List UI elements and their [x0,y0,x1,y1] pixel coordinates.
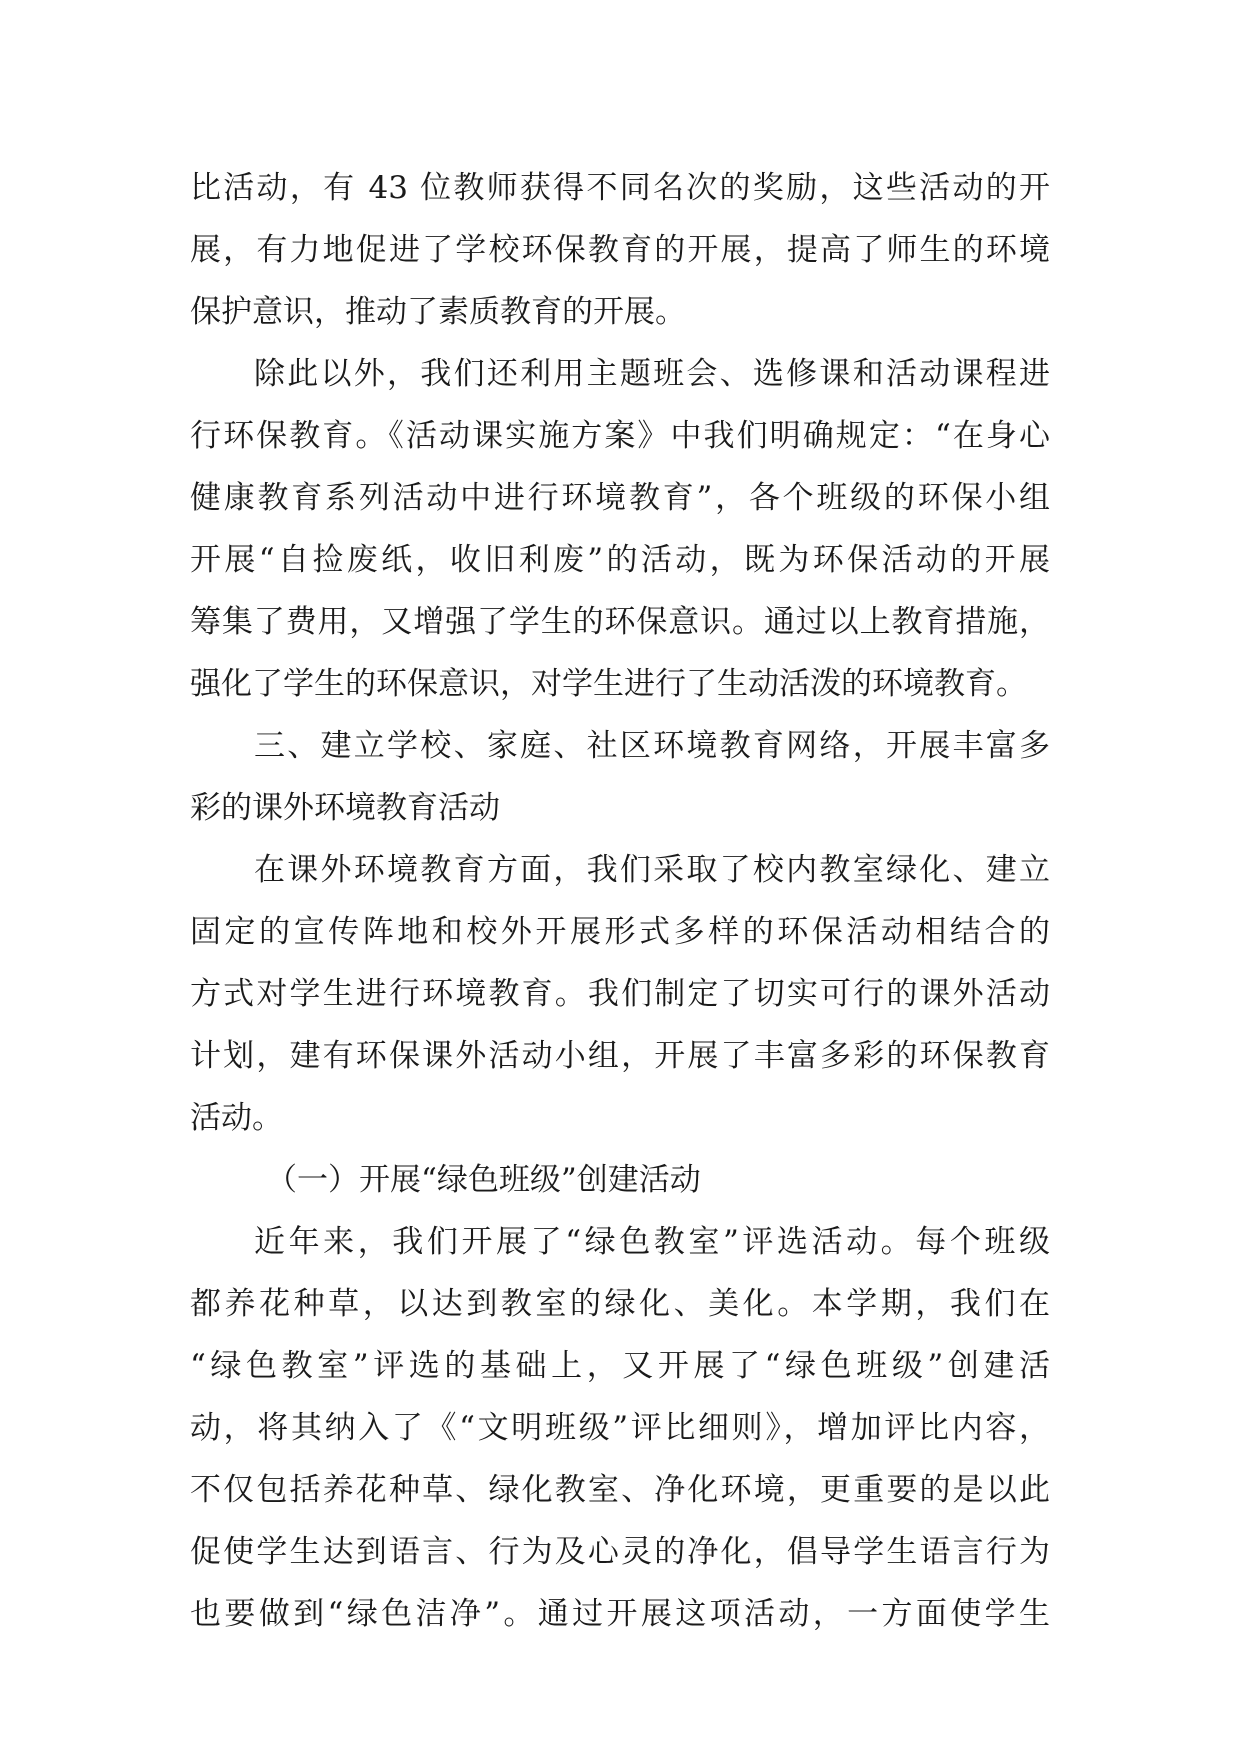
text-line: 筹集了费用，又增强了学生的环保意识。通过以上教育措施， [190,604,1050,640]
text-line: 健康教育系列活动中进行环境教育”，各个班级的环保小组 [190,480,1050,516]
text-line: 方式对学生进行环境教育。我们制定了切实可行的课外活动 [190,976,1050,1012]
text-line: 促使学生达到语言、行为及心灵的净化，倡导学生语言行为 [190,1534,1050,1570]
text-line: 保护意识，推动了素质教育的开展。 [190,294,686,330]
text-line: 动，将其纳入了《“文明班级”评比细则》，增加评比内容， [190,1410,1050,1446]
text-line: 开展“自捡废纸，收旧利废”的活动，既为环保活动的开展 [190,542,1050,578]
text-line: 行环保教育。《活动课实施方案》中我们明确规定：“在身心 [190,418,1050,454]
text-line: 计划，建有环保课外活动小组，开展了丰富多彩的环保教育 [190,1038,1050,1074]
section-heading-line: 彩的课外环境教育活动 [190,790,500,826]
body-text [190,157,1050,1645]
text-line: 展，有力地促进了学校环保教育的开展，提高了师生的环境 [190,232,1050,268]
section-heading-line: 三、建立学校、家庭、社区环境教育网络，开展丰富多 [254,728,1050,764]
subsection-heading: （一）开展“绿色班级”创建活动 [266,1162,701,1198]
text-line: 除此以外，我们还利用主题班会、选修课和活动课程进 [254,356,1050,392]
text-line: 也要做到“绿色洁净”。通过开展这项活动，一方面使学生 [190,1596,1050,1632]
text-line: 固定的宣传阵地和校外开展形式多样的环保活动相结合的 [190,914,1050,950]
text-line: 比活动，有 43 位教师获得不同名次的奖励，这些活动的开 [190,170,1050,206]
text-line: 近年来，我们开展了“绿色教室”评选活动。每个班级 [254,1224,1050,1260]
text-line: 都养花种草，以达到教室的绿化、美化。本学期，我们在 [190,1286,1050,1322]
text-line: 不仅包括养花种草、绿化教室、净化环境，更重要的是以此 [190,1472,1050,1508]
text-line: 活动。 [190,1100,283,1136]
text-line: 强化了学生的环保意识，对学生进行了生动活泼的环境教育。 [190,666,1027,702]
text-line: 在课外环境教育方面，我们采取了校内教室绿化、建立 [254,852,1050,888]
text-line: “绿色教室”评选的基础上，又开展了“绿色班级”创建活 [190,1348,1050,1384]
